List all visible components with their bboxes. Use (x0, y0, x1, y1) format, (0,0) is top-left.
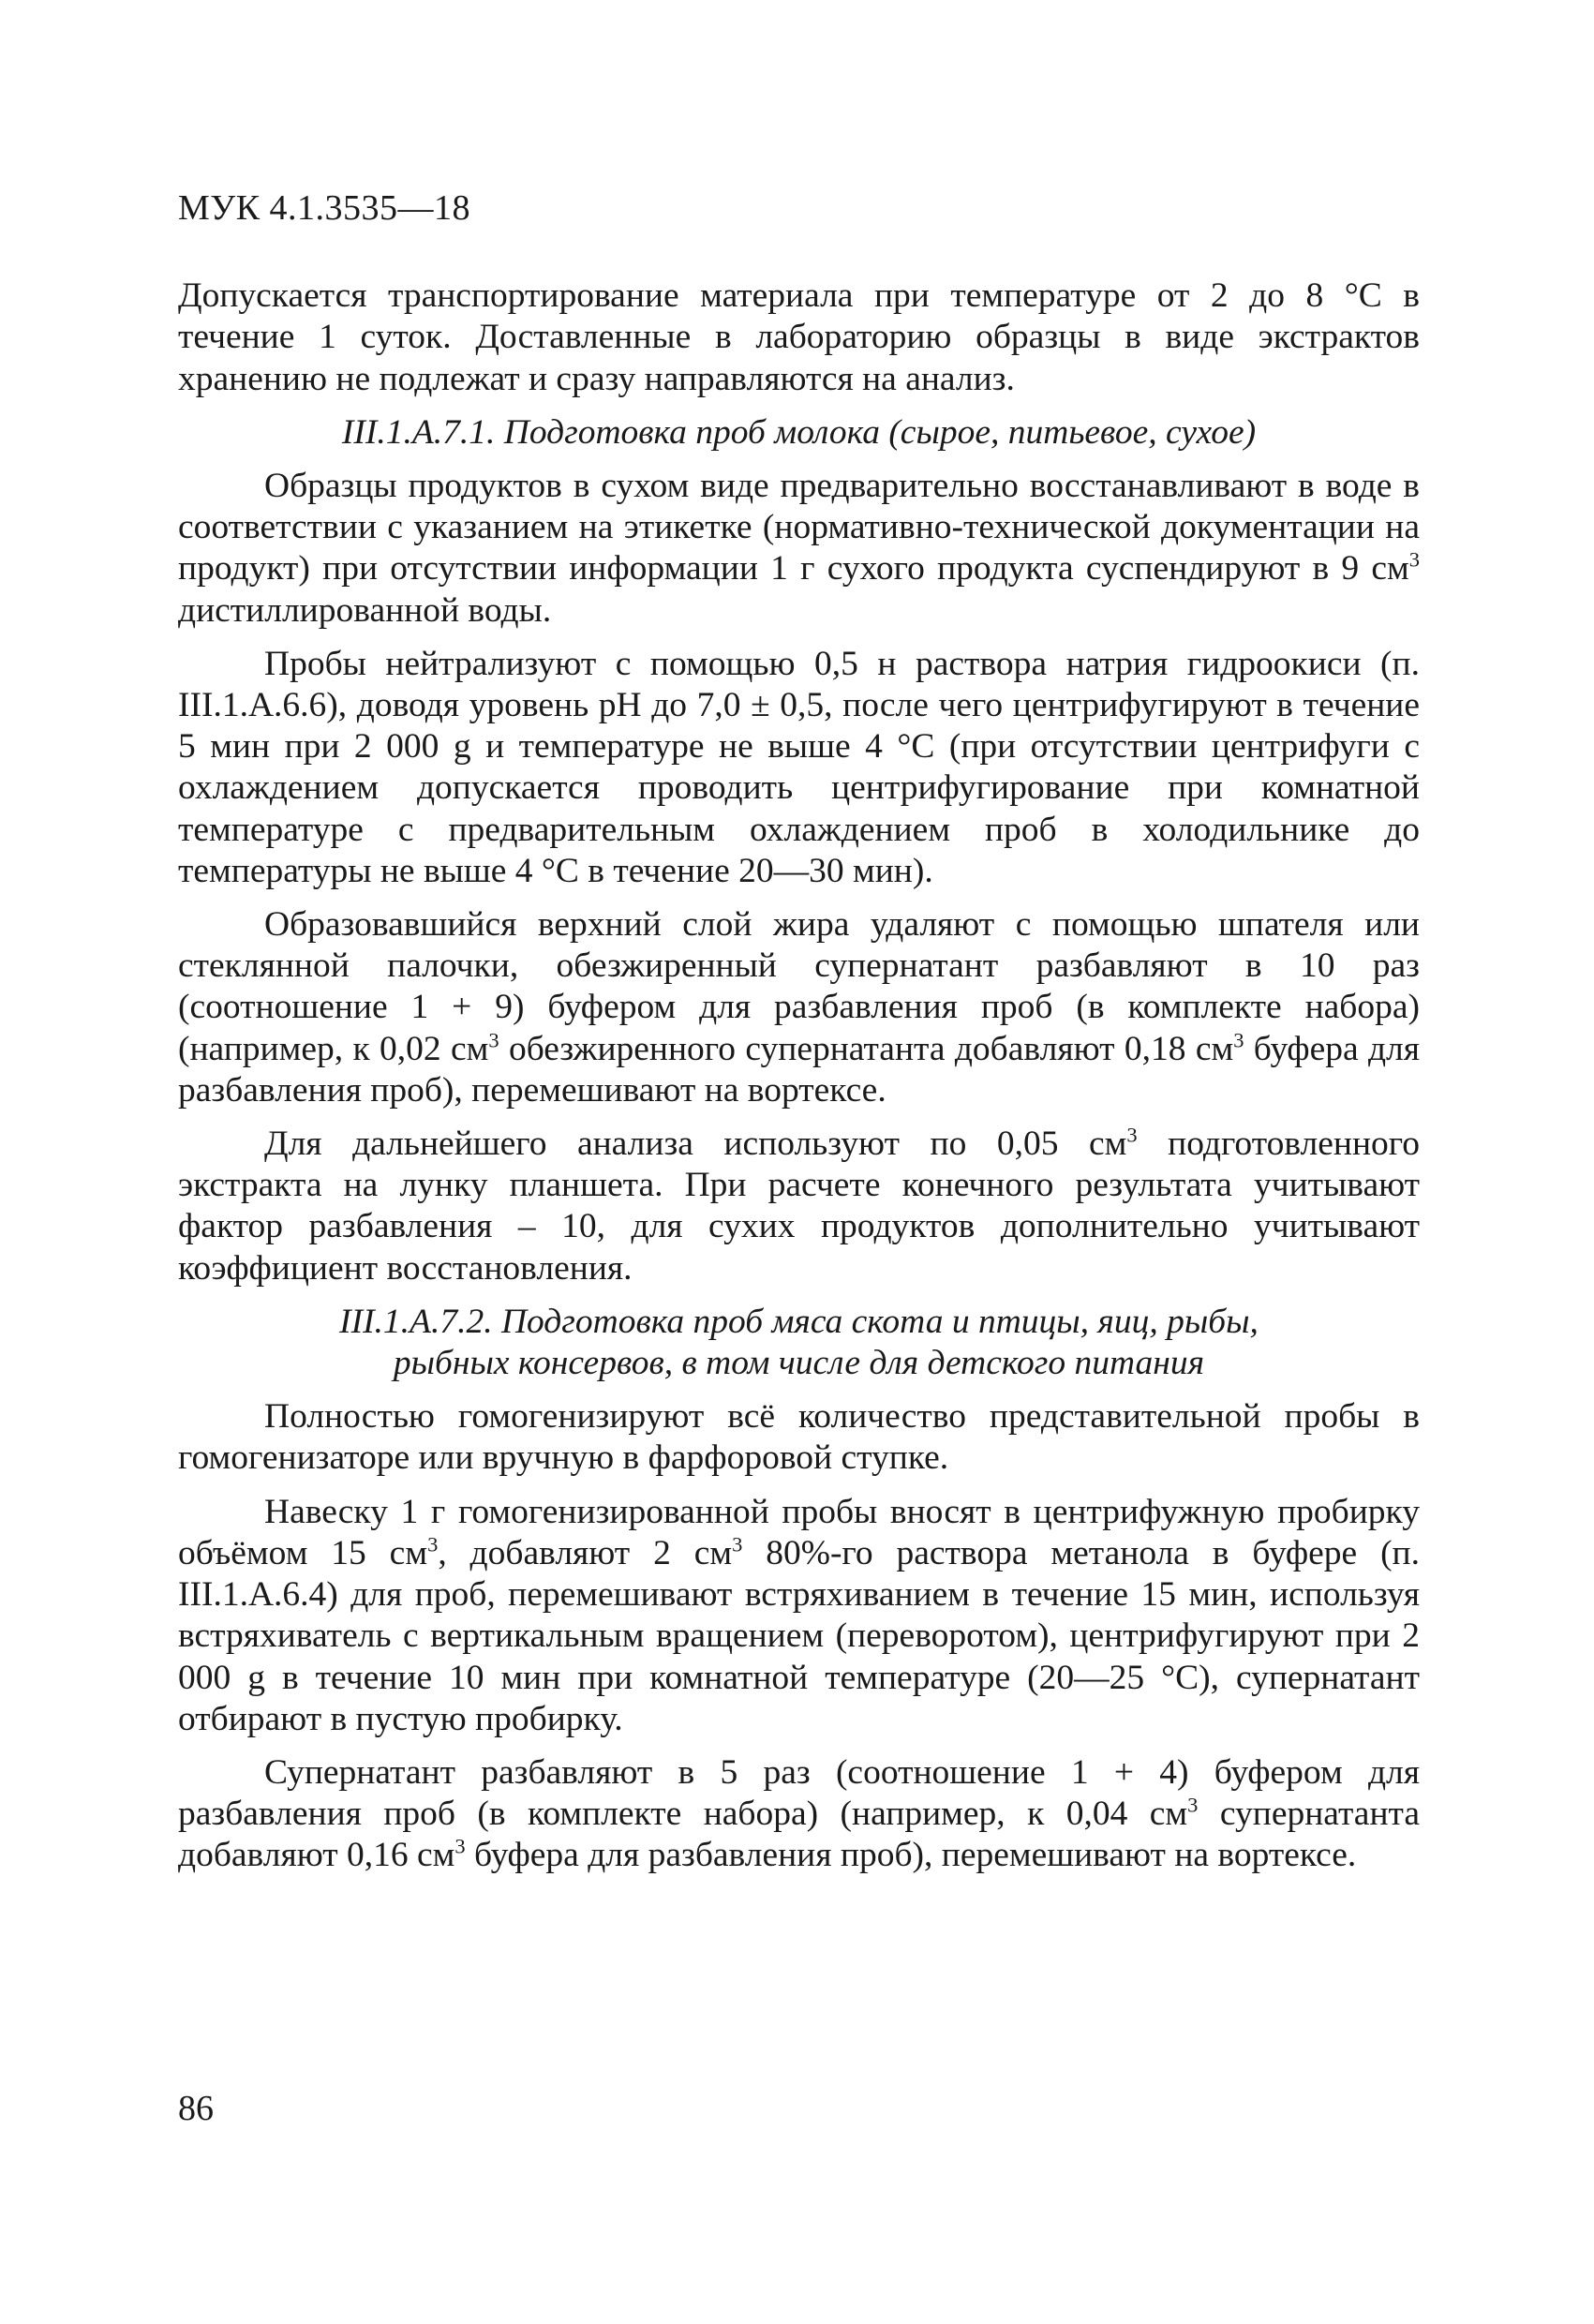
superscript: 3 (1126, 1123, 1138, 1147)
text-run: , добавляют 2 см (438, 1533, 733, 1572)
document-code-header: МУК 4.1.3535—18 (178, 188, 471, 228)
document-page (178, 187, 1420, 1877)
superscript: 3 (1408, 547, 1420, 572)
text-run: супернатанта добавляют 0,16 см (178, 1795, 1421, 1875)
text-run: Образцы продуктов в сухом виде предварительно восстанавливают в воде в соответствии с указанием на этикетке (нормативно-технической документации на продукт) при отсутствии информации 1 г сухого продукта суспендируют в 9 см (178, 467, 1420, 588)
text-run: Навеску 1 г гомогенизированной пробы вносят в центрифужную пробирку объёмом 15 см (178, 1492, 1420, 1572)
text-run: буфера для разбавления проб), перемешивают на вортексе. (178, 1029, 1420, 1110)
text-run: Образовавшийся верхний слой жира удаляют с помощью шпателя или стеклянной палочки, обезжиренный супернатант разбавляют в 10 раз (соотношение 1 + 9) буфером для разбавления проб (в комплекте набора) (например, к 0,02 см (178, 905, 1420, 1068)
meat-paragraph-3 (178, 1752, 1420, 1877)
milk-paragraph-3 (178, 904, 1420, 1111)
milk-paragraph-4 (178, 1124, 1420, 1289)
section-title-7-2 (178, 1302, 1420, 1384)
text-run: Для дальнейшего анализа используют по 0,05 см (264, 1125, 1127, 1164)
section-title-7-1-text: III.1.А.7.1. Подготовка проб молока (сырое, питьевое, сухое) (341, 412, 1257, 452)
meat-paragraph-2 (178, 1492, 1420, 1740)
section-title-7-2-line2: рыбных консервов, в том числе для детского питания (393, 1344, 1205, 1383)
text-run: буфера для разбавления проб), перемешивают на вортексе. (465, 1836, 1357, 1875)
text-run: 80%-го раствора метанола в буфере (п. III.1.А.6.4) для проб, перемешивают встряхиванием в течение 15 мин, используя встряхиватель с вертикальным вращением (переворотом), центрифугируют при 2 000 g в течение 10 мин при комнатной температуре (20—25 °С), супернатант отбирают в пустую пробирку. (178, 1533, 1421, 1738)
meat-paragraph-1: Полностью гомогенизируют всё количество представительной пробы в гомогенизаторе или вручную в фарфоровой ступке. (178, 1397, 1420, 1478)
text-run: подготовленного экстракта на лунку планшета. При расчете конечного результата учитывают фактор разбавления – 10, для сухих продуктов дополнительно учитывают коэффициент восстановления. (178, 1125, 1420, 1288)
superscript: 3 (732, 1532, 743, 1557)
intro-paragraph: Допускается транспортирование материала при температуре от 2 до 8 °С в течение 1 суток. Доставленные в лабораторию образцы в виде экстрактов хранению не подлежат и сразу направляются на анализ. (178, 276, 1420, 398)
section-title-7-1 (178, 412, 1420, 454)
page-number: 86 (178, 2089, 214, 2128)
superscript: 3 (1187, 1793, 1199, 1817)
text-run: Супернатант разбавляют в 5 раз (соотношение 1 + 4) буфером для разбавления проб (в комплекте набора) (например, к 0,04 см (178, 1752, 1420, 1834)
superscript: 3 (454, 1834, 466, 1858)
superscript: 3 (1233, 1028, 1244, 1052)
milk-paragraph-2: Пробы нейтрализуют с помощью 0,5 н раствора натрия гидроокиси (п. III.1.А.6.6), доводя уровень рН до 7,0 ± 0,5, после чего центрифугируют в течение 5 мин при 2 000 g и температуре не выше 4 °С (при отсутствии центрифуги с охлаждением допускается проводить центрифугирование при комнатной температуре с предварительным охлаждением проб в холодильнике до температуры не выше 4 °С в течение 20—30 мин). (178, 644, 1420, 890)
milk-paragraph-1 (178, 466, 1420, 632)
section-title-7-2-line1: III.1.А.7.2. Подготовка проб мяса скота и птицы, яиц, рыбы, (339, 1302, 1259, 1341)
text-run: обезжиренного супернатанта добавляют 0,18 см (499, 1029, 1234, 1068)
superscript: 3 (427, 1532, 439, 1557)
superscript: 3 (488, 1028, 499, 1052)
text-run: дистиллированной воды. (178, 590, 552, 630)
